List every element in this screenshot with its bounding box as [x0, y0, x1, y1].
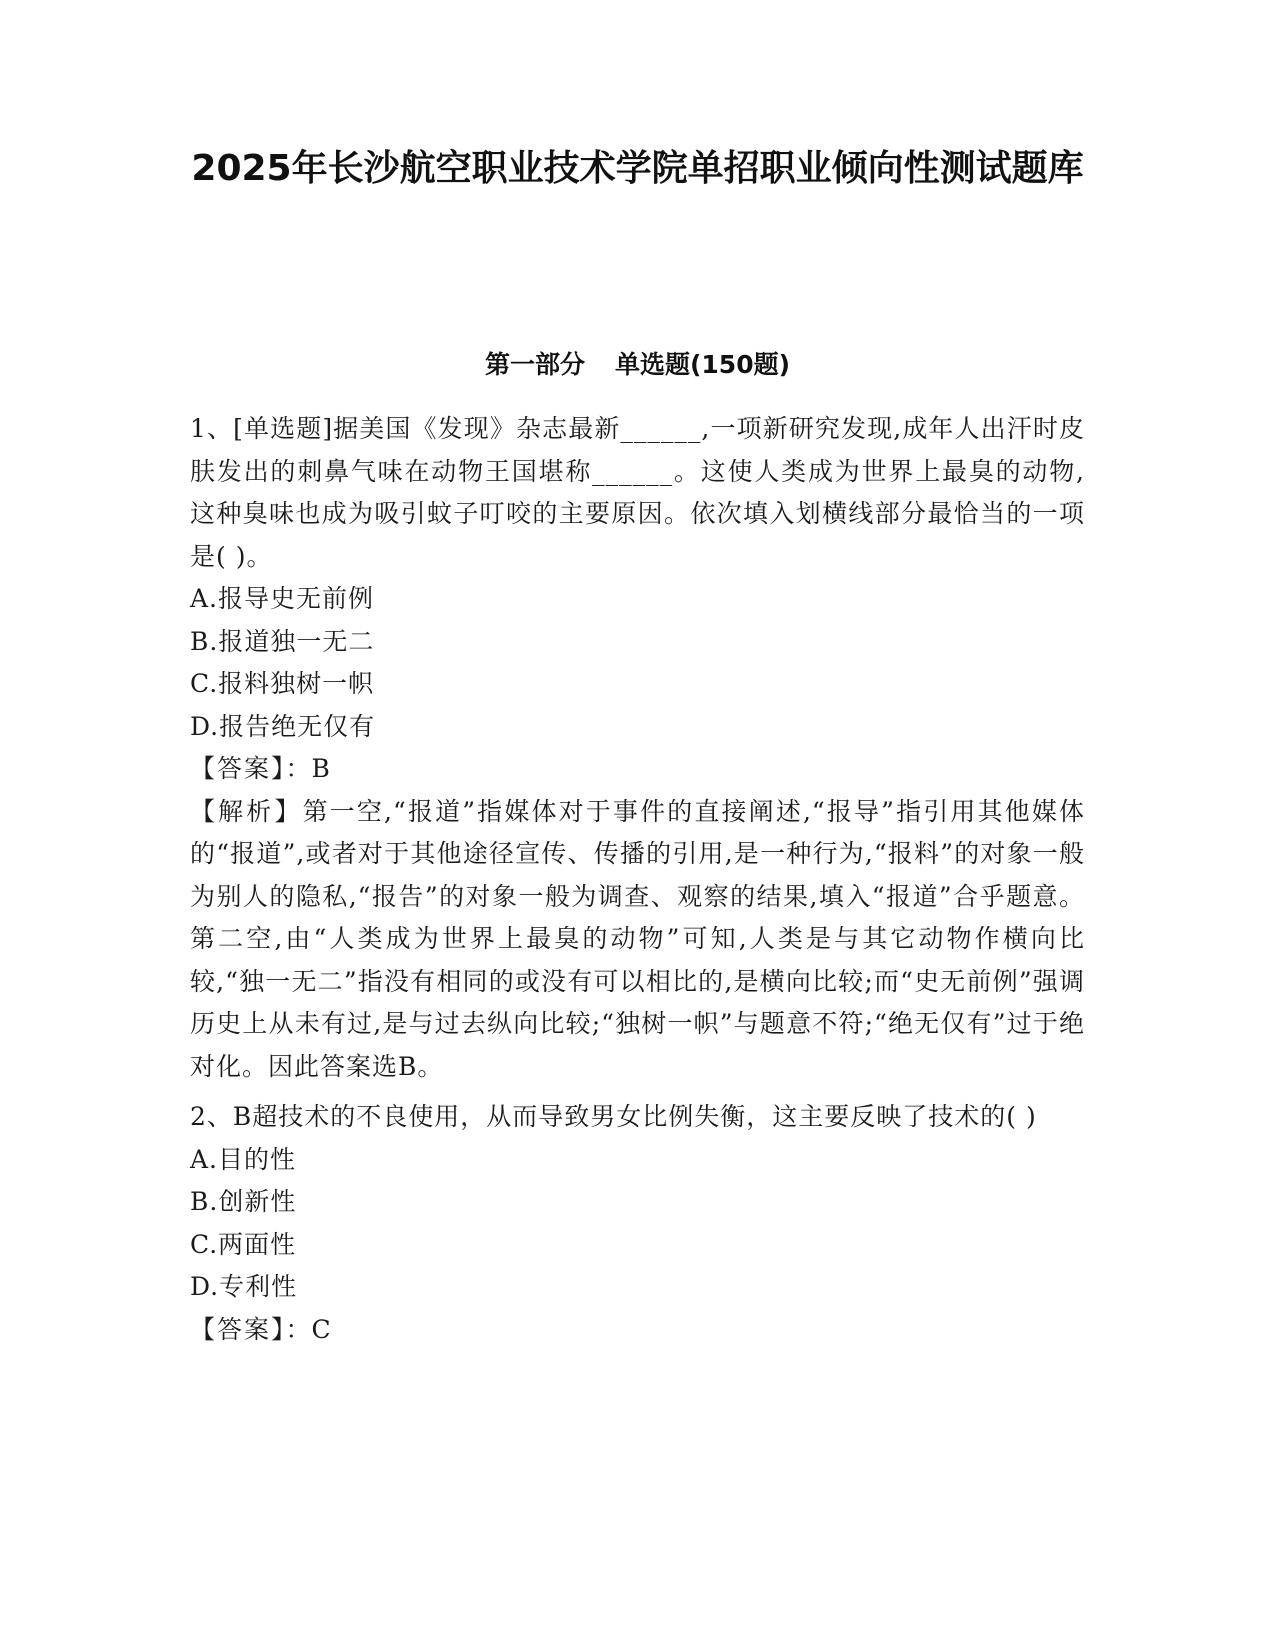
section-heading — [180, 348, 1095, 382]
option-b: B.创新性 — [190, 1187, 297, 1216]
answer-label: 【答案】 — [190, 1314, 286, 1344]
question-1 — [190, 408, 1085, 1088]
option-c: C.报料独树一帜 — [190, 669, 375, 698]
question-stem: 2、B超技术的不良使用，从而导致男女比例失衡，这主要反映了技术的( ) — [190, 1102, 1037, 1131]
option-a: A.目的性 — [190, 1144, 297, 1174]
analysis-text: 第一空,“报道”指媒体对于事件的直接阐述,“报导”指引用其他媒体的“报道”,或者对于其他途径宣传、传播的引用,是一种行为,“报料”的对象一般为别人的隐私,“报告”的对象一般为调查、观察的结果,填入“报道”合乎题意。第二空,由“人类成为世界上最臭的动物”可知,人类是与其它动物作横向比较,“独一无二”指没有相同的或没有可以相比的,是横向比较;而“史无前例”强调历史上从未有过,是与过去纵向比较;“独树一帜”与题意不符;“绝无仅有”过于绝对化。因此答案选B。 — [190, 796, 1085, 1081]
question-stem: 1、[单选题]据美国《发现》杂志最新______,一项新研究发现,成年人出汗时皮肤发出的刺鼻气味在动物王国堪称______。这使人类成为世界上最臭的动物,这种臭味也成为吸引蚊子叮咬的主要原因。依次填入划横线部分最恰当的一项是( )。 — [190, 414, 1085, 571]
question-list — [190, 408, 1085, 1351]
document-title: 2025年长沙航空职业技术学院单招职业倾向性测试题库 — [191, 148, 1084, 189]
option-c: C.两面性 — [190, 1229, 297, 1259]
answer-line — [190, 1309, 1085, 1352]
section-part: 第一部分 — [484, 350, 585, 379]
option-d: D.报告绝无仅有 — [190, 711, 376, 741]
option-b: B.报道独一无二 — [190, 626, 375, 656]
section-name: 单选题(150题) — [614, 350, 791, 379]
option-d: D.专利性 — [190, 1272, 298, 1301]
option-a: A.报导史无前例 — [190, 584, 375, 613]
answer-label: 【答案】 — [190, 754, 286, 783]
analysis-label: 【解析】 — [190, 796, 303, 826]
analysis — [190, 791, 1085, 1089]
question-2 — [190, 1096, 1085, 1351]
answer-value: ：B — [285, 754, 331, 783]
answer-value: ：C — [285, 1314, 332, 1344]
answer-line — [190, 748, 1085, 791]
